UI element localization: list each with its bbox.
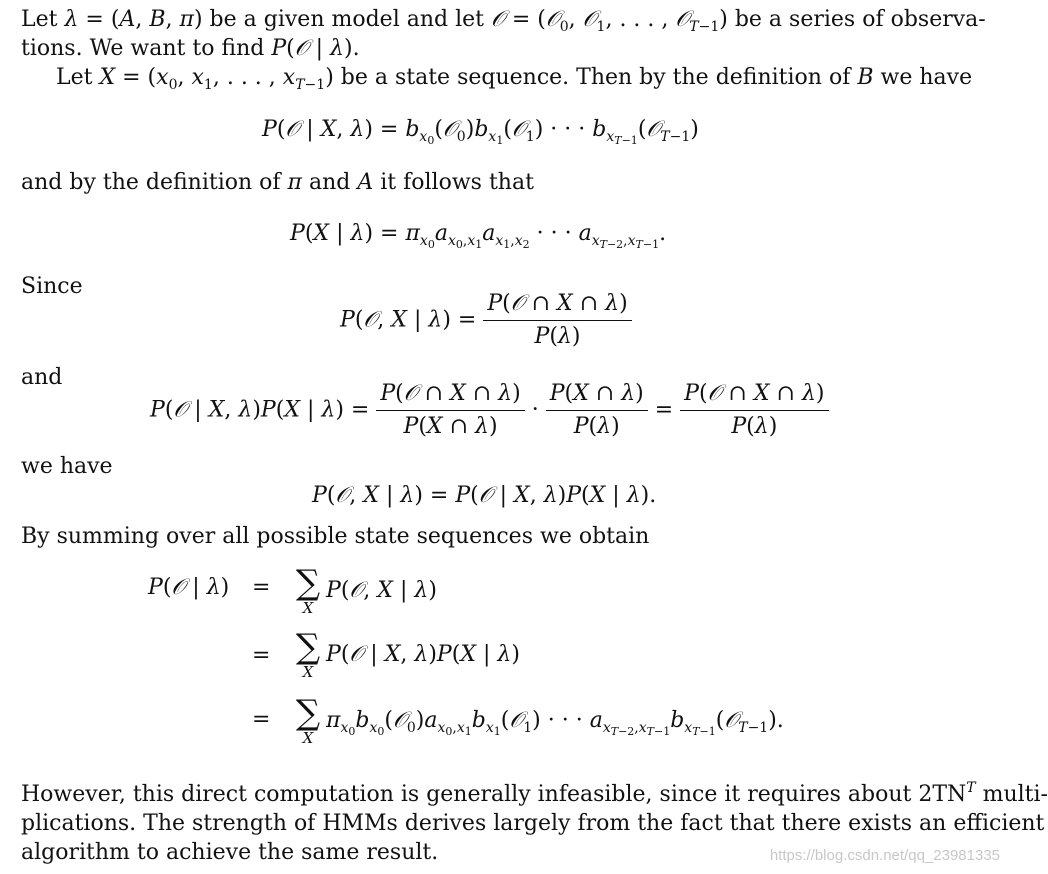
paragraph-1-line-2: tions. We want to find P(𝒪 | λ). [21, 36, 360, 61]
text-since: Since [21, 274, 83, 299]
final-paragraph-line-1: However, this direct computation is generally infeasible, since it requires about $2TN^T$ multi- [21, 780, 1048, 807]
paragraph-1-line-1: Let λ = (A, B, π) be a given model and let 𝒪 = (𝒪$_0$, 𝒪$_1$, . . . , 𝒪$_{T-1}$) be a series of observa- [21, 7, 986, 35]
equation-joint-prob-fraction: P(𝒪, X | λ) = $\frac{\text{P(𝒪 ∩ X ∩ λ)}}{P(\lambda)}$ [340, 290, 632, 351]
equation-array-eq-2: = [252, 643, 271, 668]
text-we-have: we have [21, 454, 113, 479]
equation-joint-equals-product: P(𝒪, X | λ) = P(𝒪 | X, λ)P(X | λ). [312, 483, 657, 508]
equation-array-rhs-3: ∑ X $\pi_{x_0}b_{x_0}(𝒪_0)a_{x_0,x_1}b_{x_1}(𝒪_1)$ · · · $a_{x_{T-2},x_{T-1}}b_{x_{T-1}}(𝒪_{T-1})$. [295, 693, 784, 747]
equation-array-row-1: P(𝒪 | λ) [148, 575, 230, 600]
equation-array-eq-3: = [252, 707, 271, 732]
text-and-by-definition: and by the definition of π and A it follows that [21, 170, 534, 195]
final-paragraph-line-3: algorithm to achieve the same result. [21, 840, 439, 865]
equation-observation-prob: P(𝒪 | X, $\lambda) = b_{x_0}(𝒪_0)b_{x_1}(𝒪_1)$ · · · $b_{x_{T-1}}(𝒪_{T-1})$ [262, 117, 699, 147]
equation-array-rhs-2: ∑ X P(𝒪 | X, λ)P(X | λ) [295, 627, 520, 681]
equation-array-eq-1: = [252, 575, 271, 600]
final-paragraph-line-2: plications. The strength of HMMs derives largely from the fact that there exists an efficient [21, 811, 1045, 836]
text-by-summing: By summing over all possible state sequences we obtain [21, 524, 650, 549]
watermark: https://blog.csdn.net/qq_23981335 [769, 847, 1000, 864]
text-and: and [21, 365, 63, 390]
equation-array-rhs-1: ∑ X P(𝒪, X | λ) [295, 563, 437, 617]
equation-product-fractions: P(𝒪 | X, λ)P(X | λ) = $\frac{\text{P(𝒪 ∩ X ∩ λ)}}{P(X \cap \lambda)}$ · $\frac{P(X \cap \lambda)}{P(\lambda)}$ = $\frac{\text{P(𝒪 ∩ X ∩ λ)}}{P(\lambda)}$ [150, 380, 829, 441]
equation-state-prob: P(X | $\lambda) = \pi_{x_0}a_{x_0,x_1}a_{x_1,x_2}$ · · · $a_{x_{T-2},x_{T-1}}$. [290, 221, 667, 251]
paragraph-2-line-1: Let $X = (x_0$, $x_1$, . . . , $x_{T-1}$) be a state sequence. Then by the definition of B we have [56, 65, 973, 93]
